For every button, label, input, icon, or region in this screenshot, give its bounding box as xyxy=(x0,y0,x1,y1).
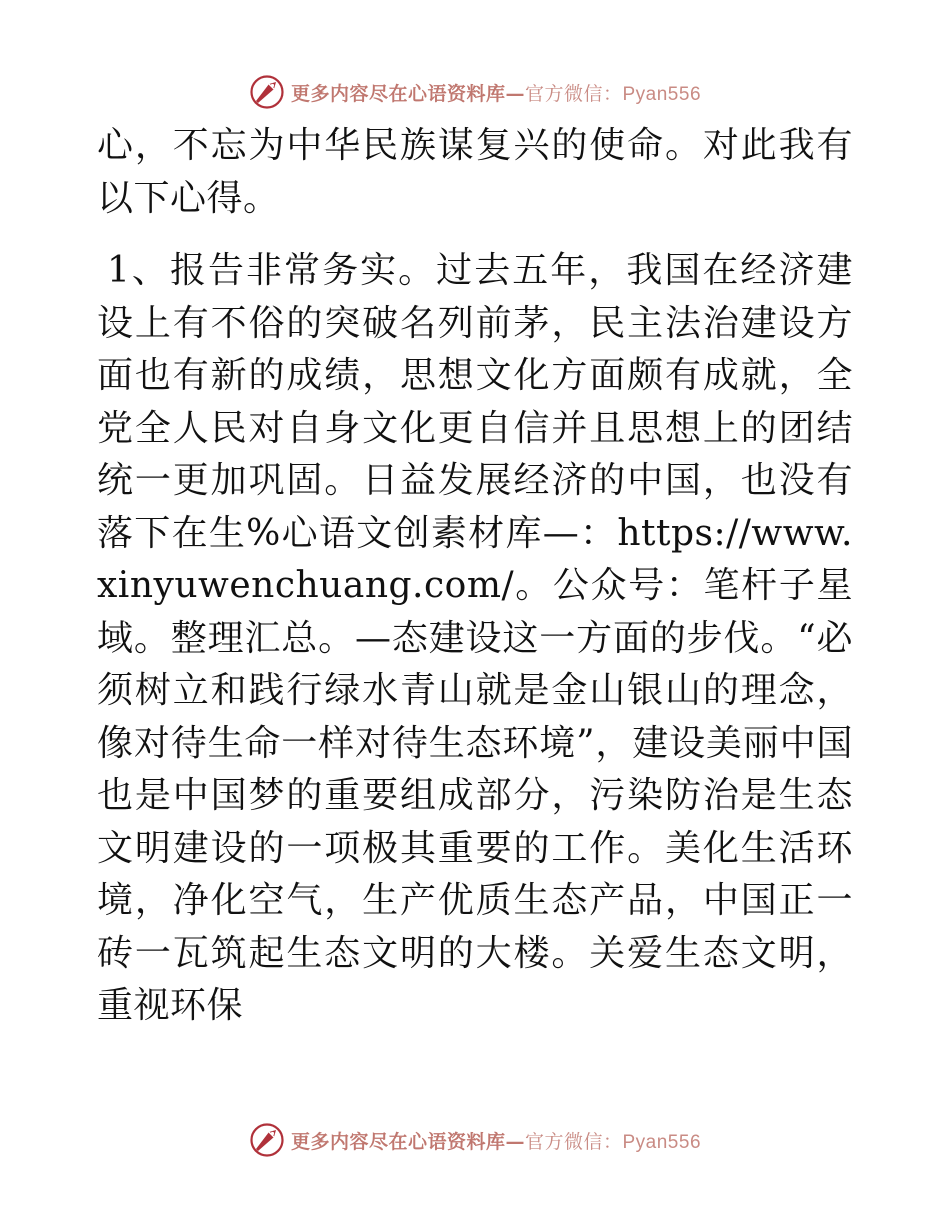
header-banner-text: 更多内容尽在心语资料库— xyxy=(290,82,525,105)
footer-banner-wechat: 官方微信：Pyan556 xyxy=(525,1131,702,1153)
header-banner xyxy=(0,72,950,112)
paragraph-intro: 心，不忘为中华民族谋复兴的使命。对此我有以下心得。 xyxy=(97,125,853,219)
footer-banner-text: 更多内容尽在心语资料库— xyxy=(290,1130,525,1153)
paragraph-point-1: 1、报告非常务实。过去五年，我国在经济建设上有不俗的突破名列前茅，民主法治建设方面也有新的成绩，思想文化方面颇有成就，全党全人民对自身文化更自信并且思想上的团结统一更加巩固。日益发展经济的中国，也没有落下在生%心语文创素材库—：https://www.xinyuwenchuang.com/。公众号：笔杆子星域。整理汇总。—态建设这一方面的步伐。“必须树立和践行绿水青山就是金山银山的理念，像对待生命一样对待生态环境”，建设美丽中国也是中国梦的重要组成部分，污染防治是生态文明建设的一项极其重要的工作。美化生活环境，净化空气，生产优质生态产品，中国正一砖一瓦筑起生态文明的大楼。关爱生态文明，重视环保 xyxy=(97,250,853,1026)
pen-nib-logo-icon xyxy=(249,1122,285,1158)
footer-banner xyxy=(0,1120,950,1160)
document-body xyxy=(97,120,853,1033)
pen-nib-logo-icon xyxy=(249,74,285,110)
header-banner-wechat: 官方微信：Pyan556 xyxy=(525,83,702,105)
